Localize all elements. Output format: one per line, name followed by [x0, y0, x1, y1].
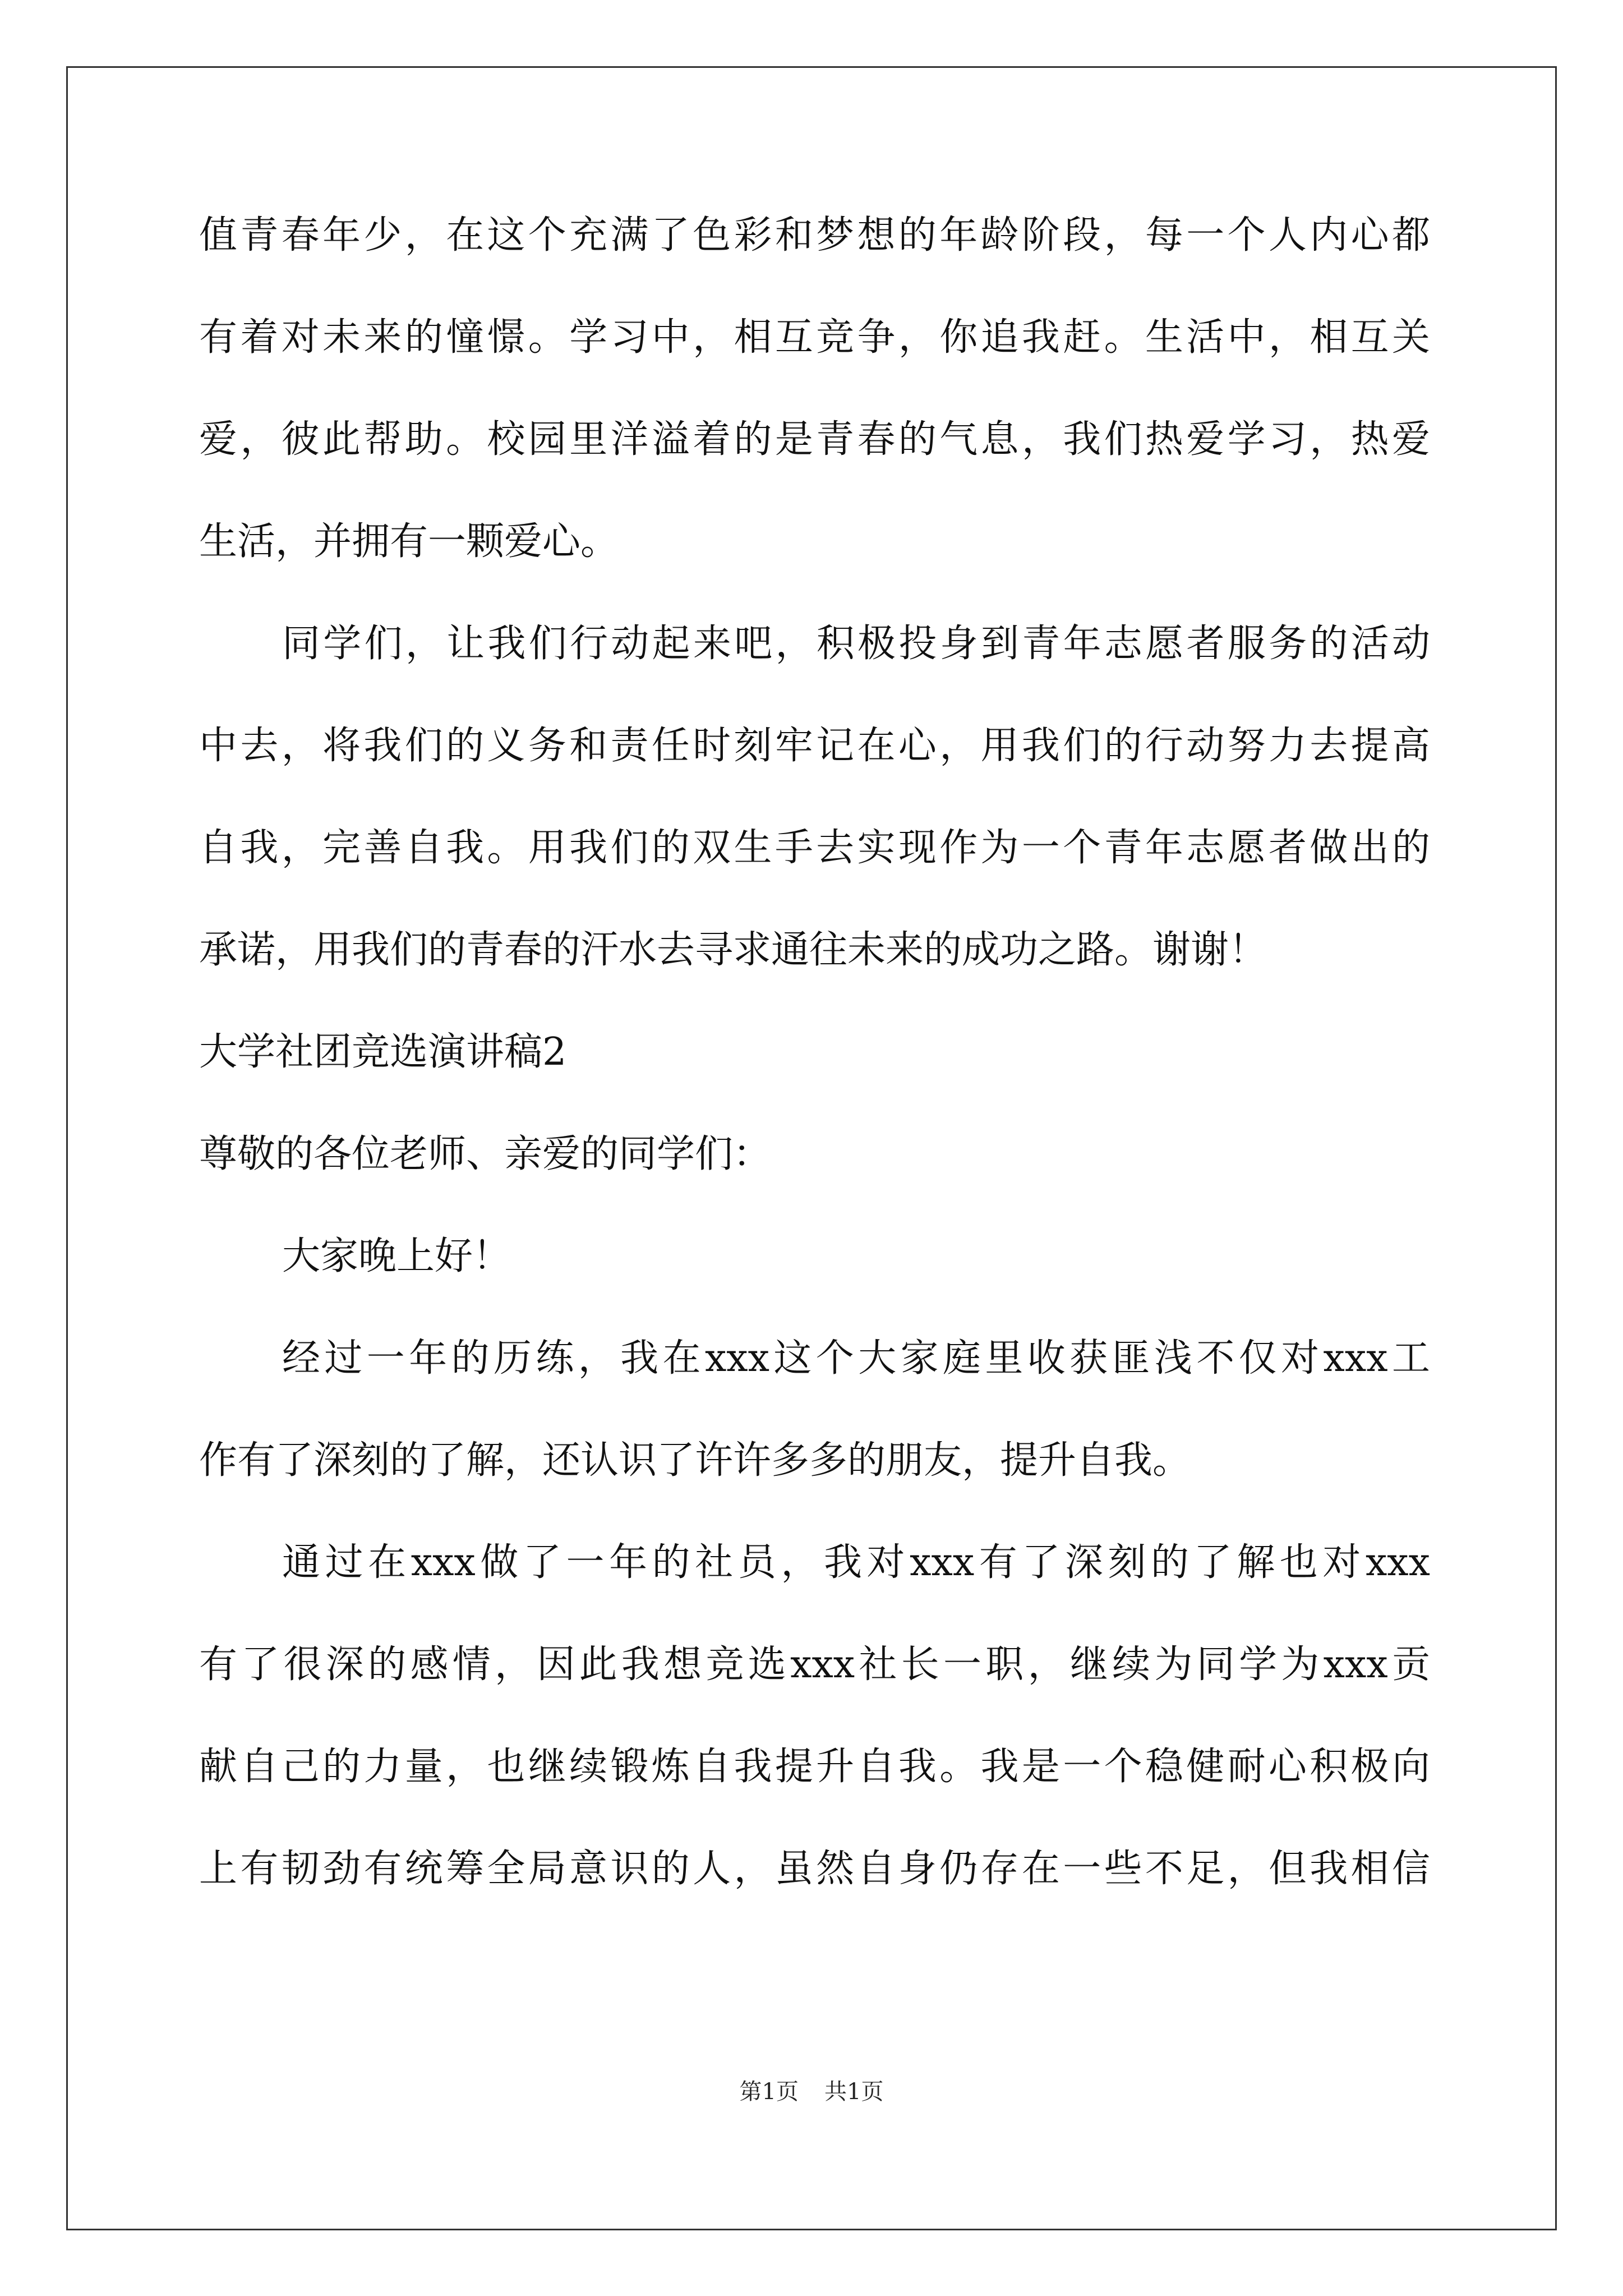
- salutation: 尊敬的各位老师、亲爱的同学们：: [199, 1132, 772, 1176]
- page-footer: [0, 2078, 1623, 2105]
- paragraph-line: 上有韧劲有统筹全局意识的人，虽然自身仍存在一些不足，但我相信: [199, 1847, 1430, 1891]
- paragraph-line: 爱，彼此帮助。校园里洋溢着的是青春的气息，我们热爱学习，热爱: [199, 417, 1430, 462]
- paragraph-line: 有着对未来的憧憬。学习中，相互竞争，你追我赶。生活中，相互关: [199, 315, 1430, 360]
- page-number: 第1页: [739, 2079, 799, 2105]
- greeting: 大家晚上好！: [282, 1234, 511, 1278]
- paragraph-line: 承诺，用我们的青春的汗水去寻求通往未来的成功之路。谢谢！: [199, 928, 1267, 972]
- paragraph-line: 有了很深的感情，因此我想竞选xxx社长一职，继续为同学为xxx贡: [199, 1642, 1430, 1687]
- paragraph-line: 值青春年少，在这个充满了色彩和梦想的年龄阶段，每一个人内心都: [199, 213, 1430, 257]
- paragraph-line: 中去，将我们的义务和责任时刻牢记在心，用我们的行动努力去提高: [199, 724, 1430, 768]
- paragraph-line: 自我，完善自我。用我们的双生手去实现作为一个青年志愿者做出的: [199, 826, 1430, 870]
- paragraph-line: 通过在xxx做了一年的社员，我对xxx有了深刻的了解也对xxx: [282, 1540, 1430, 1585]
- section-heading: 大学社团竞选演讲稿2: [199, 1030, 567, 1074]
- paragraph-line: 同学们，让我们行动起来吧，积极投身到青年志愿者服务的活动: [282, 622, 1430, 666]
- page-count: 共1页: [824, 2079, 884, 2105]
- paragraph-line: 经过一年的历练，我在xxx这个大家庭里收获匪浅不仅对xxx工: [282, 1336, 1430, 1381]
- paragraph-line: 生活，并拥有一颗爱心。: [199, 519, 619, 564]
- paragraph-line: 作有了深刻的了解，还认识了许许多多的朋友，提升自我。: [199, 1438, 1191, 1483]
- paragraph-line: 献自己的力量，也继续锻炼自我提升自我。我是一个稳健耐心积极向: [199, 1745, 1430, 1789]
- document-body: [199, 213, 1430, 1949]
